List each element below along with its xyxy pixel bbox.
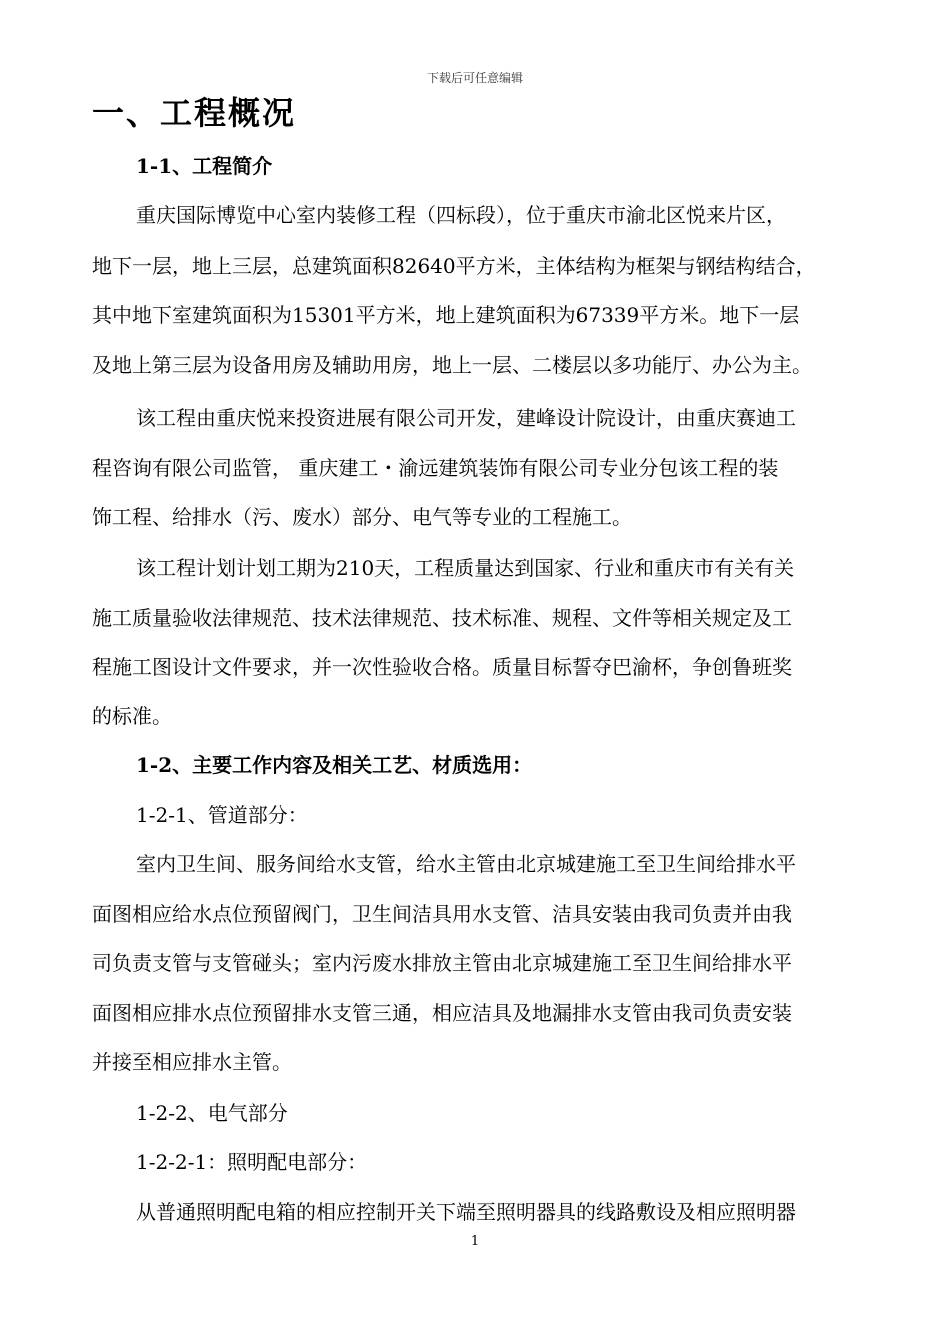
paragraph-line: 该工程计划计划工期为210天，工程质量达到国家、行业和重庆市有关有关 xyxy=(136,556,795,580)
chapter-title: 一、工程概况 xyxy=(92,94,297,132)
paragraph-line: 司负责支管与支管碰头；室内污废水排放主管由北京城建施工至卫生间给排水平 xyxy=(92,951,792,975)
paragraph-line: 施工质量验收法律规范、技术法律规范、技术标准、规程、文件等相关规定及工 xyxy=(92,606,792,630)
subsection-heading-1-2-2-1: 1-2-2-1：照明配电部分： xyxy=(136,1150,368,1174)
section-heading-1-1: 1-1、工程简介 xyxy=(136,154,273,178)
paragraph-line: 程咨询有限公司监管， 重庆建工・渝远建筑装饰有限公司专业分包该工程的装 xyxy=(92,456,779,480)
paragraph-line: 面图相应给水点位预留阀门，卫生间洁具用水支管、洁具安装由我司负责并由我 xyxy=(92,902,792,926)
paragraph-line: 并接至相应排水主管。 xyxy=(92,1050,292,1074)
section-heading-1-2: 1-2、主要工作内容及相关工艺、材质选用： xyxy=(136,753,533,777)
paragraph-line: 重庆国际博览中心室内装修工程（四标段），位于重庆市渝北区悦来片区， xyxy=(136,203,786,227)
paragraph-line: 其中地下室建筑面积为15301平方米，地上建筑面积为67339平方米。地下一层 xyxy=(92,303,800,327)
paragraph-line: 面图相应排水点位预留排水支管三通，相应洁具及地漏排水支管由我司负责安装 xyxy=(92,1001,792,1025)
page-number: 1 xyxy=(470,1234,480,1249)
subsection-heading-1-2-1: 1-2-1、管道部分： xyxy=(136,803,308,827)
paragraph-line: 室内卫生间、服务间给水支管，给水主管由北京城建施工至卫生间给排水平 xyxy=(136,852,796,876)
paragraph-line: 及地上第三层为设备用房及辅助用房，地上一层、二楼层以多功能厅、办公为主。 xyxy=(92,353,812,377)
paragraph-line: 程施工图设计文件要求，并一次性验收合格。质量目标誓夺巴渝杯，争创鲁班奖 xyxy=(92,655,792,679)
paragraph-line: 地下一层，地上三层，总建筑面积82640平方米，主体结构为框架与钢结构结合， xyxy=(92,254,816,278)
paragraph-line: 从普通照明配电箱的相应控制开关下端至照明器具的线路敷设及相应照明器 xyxy=(136,1200,796,1224)
paragraph-line: 饰工程、给排水（污、废水）部分、电气等专业的工程施工。 xyxy=(92,505,632,529)
subsection-heading-1-2-2: 1-2-2、电气部分 xyxy=(136,1101,288,1125)
page-header: 下载后可任意编辑 xyxy=(426,71,523,85)
paragraph-line: 该工程由重庆悦来投资进展有限公司开发，建峰设计院设计，由重庆赛迪工 xyxy=(136,406,796,430)
paragraph-line: 的标准。 xyxy=(92,704,172,728)
